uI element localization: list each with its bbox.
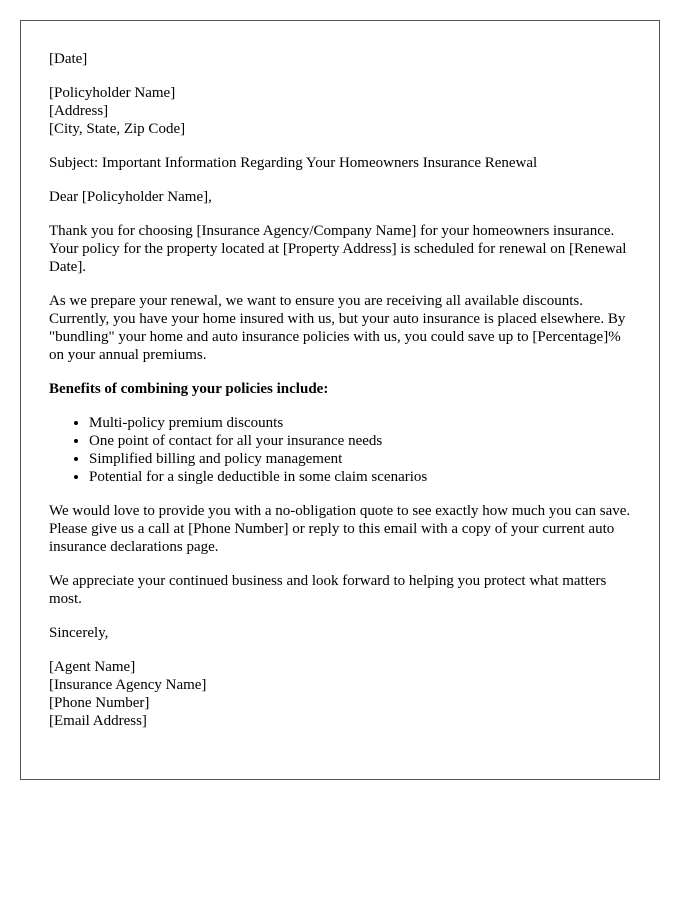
letter-document xyxy=(20,20,660,780)
recipient-address: [Address] xyxy=(49,103,109,119)
benefits-heading: Benefits of combining your policies include: xyxy=(49,381,329,397)
recipient-city-state-zip: [City, State, Zip Code] xyxy=(49,121,186,137)
letter-salutation: Dear [Policyholder Name], xyxy=(49,189,212,205)
benefits-list-item: • Multi-policy premium discounts xyxy=(89,414,631,432)
recipient-name: [Policyholder Name] xyxy=(49,85,176,101)
body-paragraph-discounts: As we prepare your renewal, we want to ensure you are receiving all available discounts. Currently, you have your home insured with us, but your auto insurance is placed elsewhere. By "bundling" your home and auto insurance policies with us, you could save up to [Percentage]% on your annual premiums. xyxy=(49,293,626,363)
benefits-list xyxy=(49,414,631,486)
signature-agency-name: [Insurance Agency Name] xyxy=(49,677,207,693)
benefits-list-item: • Potential for a single deductible in some claim scenarios xyxy=(89,468,631,486)
benefits-list-item: • One point of contact for all your insurance needs xyxy=(89,432,631,450)
letter-subject: Subject: Important Information Regarding Your Homeowners Insurance Renewal xyxy=(49,155,538,171)
signature-block xyxy=(49,658,631,730)
signature-phone: [Phone Number] xyxy=(49,695,150,711)
body-paragraph-appreciation: We appreciate your continued business and look forward to helping you protect what matters most. xyxy=(49,573,607,607)
signature-agent-name: [Agent Name] xyxy=(49,659,136,675)
letter-date: [Date] xyxy=(49,51,88,67)
letter-closing: Sincerely, xyxy=(49,625,109,641)
benefits-list-item: • Simplified billing and policy management xyxy=(89,450,631,468)
body-paragraph-intro: Thank you for choosing [Insurance Agency/Company Name] for your homeowners insurance. Your policy for the property located at [Property Address] is scheduled for renewal on [Renewal Date]. xyxy=(49,223,627,275)
signature-email: [Email Address] xyxy=(49,713,147,729)
recipient-block xyxy=(49,84,631,138)
body-paragraph-quote: We would love to provide you with a no-obligation quote to see exactly how much you can save. Please give us a call at [Phone Number] or reply to this email with a copy of your current auto insurance declarations page. xyxy=(49,503,631,555)
